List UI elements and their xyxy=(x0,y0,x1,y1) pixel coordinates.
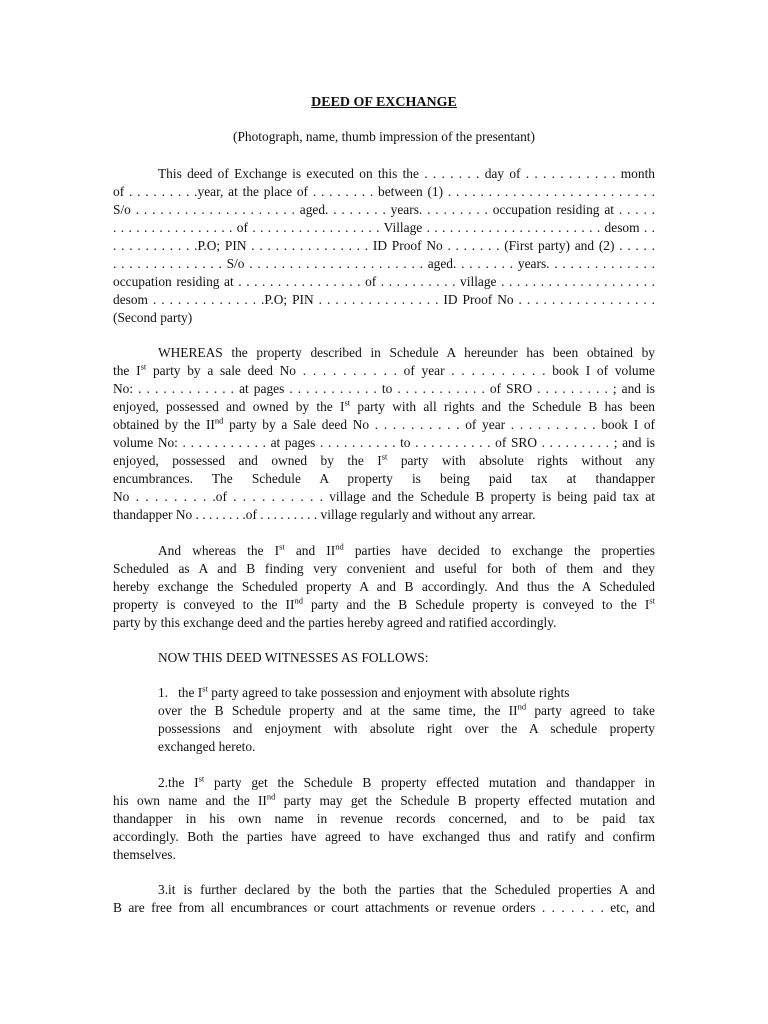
whereas-line: WHEREAS the property described in Schedule A hereunder has been obtained by xyxy=(158,345,655,360)
intro-line: . . . . . . . . . . .P.O; PIN . . . . . . . . . . . . . . . ID Proof No . . . . . . . (First party) and (2) . . . . . xyxy=(113,238,655,253)
document-subtitle: (Photograph, name, thumb impression of the presentant) xyxy=(233,129,535,144)
clause-1-line: 1. the Ist party agreed to take possession and enjoyment with absolute rights xyxy=(158,683,570,700)
intro-line: . . . . . . . . . . . . . . . . of . . . . . . . . . . . . . . . . . Village . . . . . . . . . . . . . . . . . . . . . . . desom . . xyxy=(113,220,655,235)
clause-2-line: thandapper in his own name in revenue records concerned, and to be paid tax xyxy=(113,811,655,826)
whereas-line: encumbrances. The Schedule A property is being paid tax at thandapper xyxy=(113,471,655,486)
clause-1-line: possessions and enjoyment with absolute right over the A schedule property xyxy=(158,721,655,736)
and-whereas-line: And whereas the Ist and IInd parties have decided to exchange the properties xyxy=(158,541,655,558)
clause-3-line: B are free from all encumbrances or court attachments or revenue orders . . . . . . . etc, and xyxy=(113,900,655,915)
clause-2-line: 2.the Ist party get the Schedule B property effected mutation and thandapper in xyxy=(158,773,655,790)
whereas-line: volume No: . . . . . . . . . . . at pages . . . . . . . . . . to . . . . . . . . . . of SRO . . . . . . . . . ; and is xyxy=(113,435,655,450)
document-title: DEED OF EXCHANGE xyxy=(311,95,457,110)
intro-line: This deed of Exchange is executed on this the . . . . . . . day of . . . . . . . . . . . month xyxy=(158,166,655,181)
clause-2-line: accordingly. Both the parties have agreed to have exchanged thus and ratify and confirm xyxy=(113,829,655,844)
whereas-line: obtained by the IInd party by a Sale deed No . . . . . . . . . . of year . . . . . . . . . . book I of xyxy=(113,415,655,432)
intro-line: desom . . . . . . . . . . . . . .P.O; PIN . . . . . . . . . . . . . . . ID Proof No . . . . . . . . . . . . . . . . . xyxy=(113,292,655,307)
intro-line: (Second party) xyxy=(113,310,193,325)
intro-line: S/o . . . . . . . . . . . . . . . . . . . . aged. . . . . . . . years. . . . . . . . . occupation residing at . . . . . xyxy=(113,202,655,217)
and-whereas-line: party by this exchange deed and the parties hereby agreed and ratified accordingly. xyxy=(113,615,557,630)
whereas-line: enjoyed, possessed and owned by the Ist party with absolute rights without any xyxy=(113,451,655,468)
whereas-line: thandapper No . . . . . . . .of . . . . . . . . . village regularly and without any arrear. xyxy=(113,507,536,522)
clause-1-line: exchanged hereto. xyxy=(158,739,256,754)
intro-line: . . . . . . . . . . . . . . S/o . . . . . . . . . . . . . . . . . . . . . . aged. . . . . . . . years. . . . . . . . . . . . . . xyxy=(113,256,655,271)
intro-line: of . . . . . . . . .year, at the place of . . . . . . . . between (1) . . . . . . . . . . . . . . . . . . . . . . . . . . xyxy=(113,184,655,199)
clause-2-line: his own name and the IInd party may get the Schedule B property effected mutation and xyxy=(113,791,655,808)
and-whereas-line: Scheduled as A and B finding very convenient and useful for both of them and they xyxy=(113,561,655,576)
and-whereas-line: property is conveyed to the IInd party and the B Schedule property is conveyed to the Ist xyxy=(113,595,655,612)
and-whereas-line: hereby exchange the Scheduled property A and B accordingly. And thus the A Scheduled xyxy=(113,579,655,594)
clause-1-line: over the B Schedule property and at the same time, the IInd party agreed to take xyxy=(158,701,655,718)
intro-line: occupation residing at . . . . . . . . . . . . . . . . of . . . . . . . . . . village . . . . . . . . . . . . . . . . . . . . xyxy=(113,274,655,289)
whereas-line: the Ist party by a sale deed No . . . . . . . . . . of year . . . . . . . . . . book I of volume xyxy=(113,361,655,378)
clause-2-line: themselves. xyxy=(113,847,176,862)
witnesses-heading: NOW THIS DEED WITNESSES AS FOLLOWS: xyxy=(158,650,429,665)
whereas-line: No: . . . . . . . . . . . . at pages . . . . . . . . . . . to . . . . . . . . . . . of SRO . . . . . . . . . ; and is xyxy=(113,381,655,396)
whereas-line: No . . . . . . . . .of . . . . . . . . . . village and the Schedule B property is being paid tax at xyxy=(113,489,655,504)
clause-3-line: 3.it is further declared by the both the parties that the Scheduled properties A and xyxy=(158,882,655,897)
whereas-line: enjoyed, possessed and owned by the Ist party with all rights and the Schedule B has been xyxy=(113,397,655,414)
